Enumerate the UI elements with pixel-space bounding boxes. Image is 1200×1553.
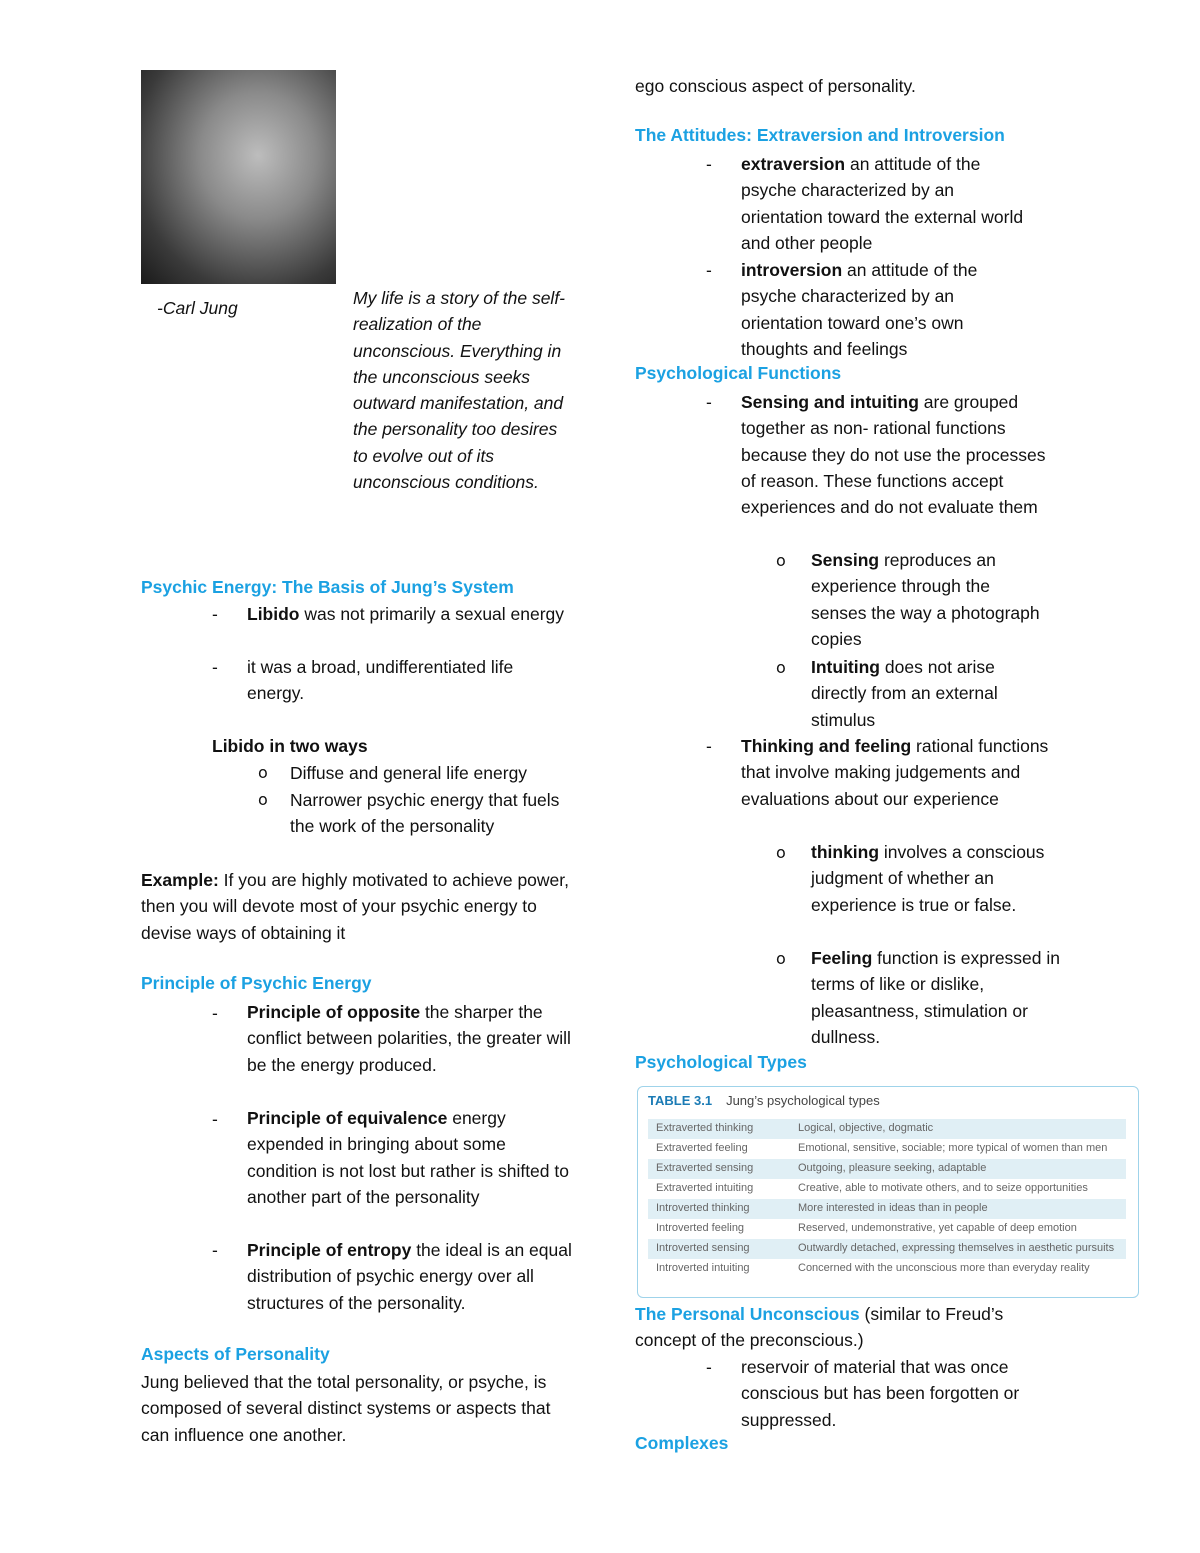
bullet-dash: - (706, 392, 712, 412)
bullet-dash: - (212, 657, 218, 677)
table-row: Extraverted sensing Outgoing, pleasure seeking, adaptable (648, 1159, 1126, 1179)
broad-energy-bullet: it was a broad, undifferentiated life energy. (247, 657, 514, 704)
table-row: Extraverted feeling Emotional, sensitive, sociable; more typical of women than men (656, 1142, 1108, 1154)
principle-equivalence: Principle of equivalence energy expended in bringing about some condition is not lost but rather is shifted to another part of the personality (247, 1108, 569, 1207)
sensing-intuiting-bullet: Sensing and intuiting are grouped together as non- rational functions because they do not use the processes of reason. These functions accept experiences and do not evaluate them (741, 392, 1046, 518)
heading-functions: Psychological Functions (635, 363, 842, 383)
bullet-dash: - (212, 1240, 218, 1260)
libido-way-1: Diffuse and general life energy (290, 763, 528, 783)
jung-quote: My life is a story of the self-realization of the unconscious. Everything in the unconscious seeks outward manifestation, and the personality too desires to evolve out of its unconscious conditions. (353, 288, 566, 493)
bullet-dash: - (706, 1357, 712, 1377)
bullet-dash: - (212, 604, 218, 624)
bullet-dash: - (706, 260, 712, 280)
heading-aspects: Aspects of Personality (141, 1344, 330, 1364)
libido-ways-title: Libido in two ways (212, 736, 368, 756)
table-row: Introverted sensing Outwardly detached, expressing themselves in aesthetic pursuits (648, 1239, 1126, 1259)
heading-principle: Principle of Psychic Energy (141, 973, 372, 993)
psychological-types-table (637, 1086, 1139, 1298)
table-row: Introverted feeling Reserved, undemonstrative, yet capable of deep emotion (656, 1222, 1077, 1234)
heading-attitudes: The Attitudes: Extraversion and Introversion (635, 125, 1005, 145)
principle-entropy: Principle of entropy the ideal is an equal distribution of psychic energy over all structures of the personality. (247, 1240, 572, 1313)
bullet-dash: - (212, 1109, 218, 1129)
bullet-circle: o (776, 658, 786, 677)
heading-types: Psychological Types (635, 1052, 807, 1072)
bullet-dash: - (706, 736, 712, 756)
table-row: Extraverted thinking Logical, objective, dogmatic (648, 1119, 1126, 1139)
bullet-circle: o (776, 843, 786, 862)
introversion-bullet: introversion an attitude of the psyche characterized by an orientation toward one’s own thoughts and feelings (741, 260, 978, 359)
thinking-feeling-bullet: Thinking and feeling rational functions that involve making judgements and evaluations about our experience (741, 736, 1049, 809)
sensing-subbullet: Sensing reproduces an experience through the senses the way a photograph copies (811, 550, 1040, 649)
bullet-circle: o (776, 949, 786, 968)
bullet-circle: o (258, 763, 268, 782)
bullet-dash: - (706, 154, 712, 174)
example-paragraph: Example: If you are highly motivated to achieve power, then you will devote most of your psychic energy to devise ways of obtaining it (141, 870, 570, 943)
carl-jung-photo (141, 70, 336, 284)
bullet-dash: - (212, 1003, 218, 1023)
table-row: Introverted thinking More interested in ideas than in people (648, 1199, 1126, 1219)
personal-unconscious-bullet: reservoir of material that was once conscious but has been forgotten or suppressed. (741, 1357, 1020, 1430)
table-header: TABLE 3.1 Jung’s psychological types (648, 1093, 880, 1108)
intuiting-subbullet: Intuiting does not arise directly from an external stimulus (811, 657, 998, 730)
personal-unconscious-paragraph: The Personal Unconscious (similar to Freud’s concept of the preconscious.) (635, 1304, 1004, 1351)
thinking-subbullet: thinking involves a conscious judgment of whether an experience is true or false. (811, 842, 1045, 915)
extraversion-bullet: extraversion an attitude of the psyche characterized by an orientation toward the external world and other people (741, 154, 1024, 253)
ego-line: ego conscious aspect of personality. (635, 76, 916, 96)
heading-complexes: Complexes (635, 1433, 729, 1453)
libido-way-2: Narrower psychic energy that fuels the work of the personality (290, 790, 560, 837)
aspects-paragraph: Jung believed that the total personality, or psyche, is composed of several distinct systems or aspects that can influence one another. (141, 1372, 551, 1445)
feeling-subbullet: Feeling function is expressed in terms of like or dislike, pleasantness, stimulation or dullness. (811, 948, 1061, 1047)
heading-psychic-energy: Psychic Energy: The Basis of Jung’s System (141, 577, 514, 597)
table-row: Extraverted intuiting Creative, able to motivate others, and to seize opportunities (656, 1182, 1088, 1194)
table-row: Introverted intuiting Concerned with the unconscious more than everyday reality (656, 1262, 1090, 1274)
bullet-circle: o (776, 551, 786, 570)
libido-bullet: Libido was not primarily a sexual energy (247, 604, 565, 624)
bullet-circle: o (258, 790, 268, 809)
principle-opposite: Principle of opposite the sharper the conflict between polarities, the greater will be the energy produced. (247, 1002, 571, 1075)
photo-caption: -Carl Jung (157, 298, 238, 318)
